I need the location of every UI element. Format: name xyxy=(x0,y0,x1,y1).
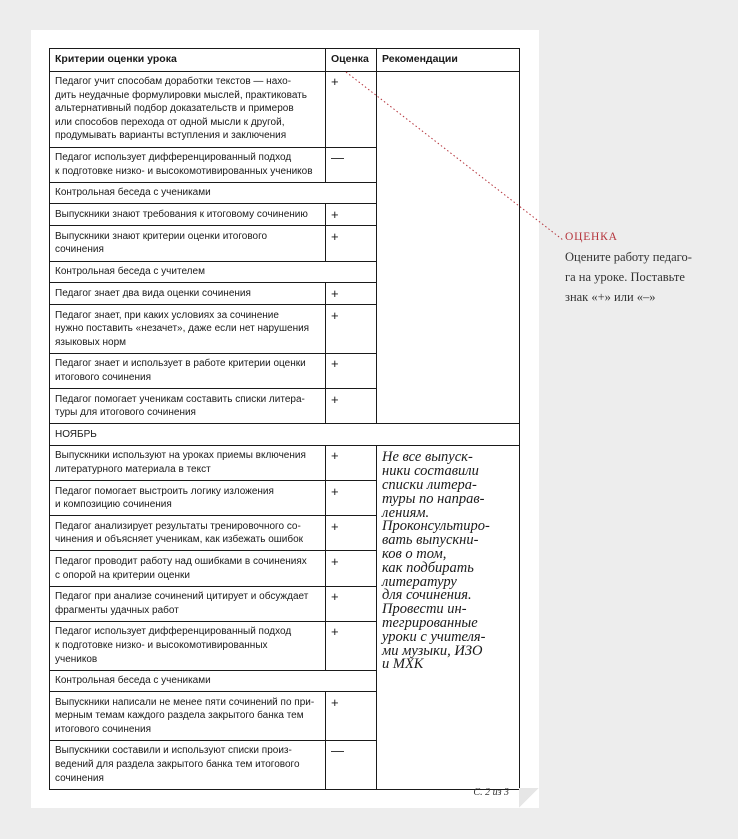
grade-cell: + xyxy=(326,71,377,147)
grade-cell: + xyxy=(326,516,377,551)
grade-cell: + xyxy=(326,226,377,261)
section-label: Контрольная беседа с учениками xyxy=(50,182,377,204)
grade-cell: + xyxy=(326,204,377,226)
criterion-cell: Выпускники составили и используют списки произ- ведений для раздела закрытого банка тем итогового сочинения xyxy=(50,740,326,789)
grade-cell: + xyxy=(326,353,377,388)
page-corner-fold xyxy=(519,788,539,808)
grade-cell: — xyxy=(326,740,377,789)
criterion-cell: Педагог знает, при каких условиях за сочинение нужно поставить «незачет», даже если нет нарушения языковых норм xyxy=(50,305,326,354)
lesson-criteria-table xyxy=(49,48,520,790)
grade-cell: + xyxy=(326,586,377,621)
annotation-title: ОЦЕНКА xyxy=(565,231,618,243)
recommendation-cell xyxy=(377,71,520,424)
criterion-cell: Педагог помогает выстроить логику изложения и композицию сочинения xyxy=(50,481,326,516)
recommendations-column-header: Рекомендации xyxy=(377,49,520,72)
criterion-cell: Педагог знает и использует в работе критерии оценки итогового сочинения xyxy=(50,353,326,388)
criterion-cell: Педагог знает два вида оценки сочинения xyxy=(50,283,326,305)
grade-cell: + xyxy=(326,283,377,305)
grade-cell: + xyxy=(326,621,377,670)
grade-column-header: Оценка xyxy=(326,49,377,72)
criterion-cell: Педагог учит способам доработки текстов — нахо- дить неудачные формулировки мыслей, практиковать альтернативный подбор доказательств и примеров или способов перехода от одной мысли к другой, продумывать варианты вступления и заключения xyxy=(50,71,326,147)
grade-cell: + xyxy=(326,551,377,586)
grade-cell: + xyxy=(326,481,377,516)
recommendation-cell xyxy=(377,445,520,789)
grade-cell: + xyxy=(326,305,377,354)
section-label: Контрольная беседа с учениками xyxy=(50,670,377,692)
grade-cell: + xyxy=(326,389,377,424)
criterion-cell: Выпускники написали не менее пяти сочинений по при- мерным темам каждого раздела закрытого банка тем итогового сочинения xyxy=(50,692,326,741)
criterion-cell: Педагог анализирует результаты тренировочного со- чинения и объясняет ученикам, как избежать ошибок xyxy=(50,516,326,551)
grade-cell: + xyxy=(326,445,377,480)
month-label: НОЯБРЬ xyxy=(50,424,520,446)
document-page xyxy=(31,30,539,808)
table-row xyxy=(50,71,520,147)
recommendation-text: Не все выпуск- ники составили списки литера- туры по направ- лениям. Проконсультиро- вать выпускни- ков о том, как подбирать литературу для сочинения. Провести ин- тегрированные уроки с учителя- ми музыки, ИЗО и МХК xyxy=(382,449,490,673)
criterion-cell: Педагог использует дифференцированный подход к подготовке низко- и высокомотивированных учеников xyxy=(50,621,326,670)
criterion-cell: Выпускники знают критерии оценки итогового сочинения xyxy=(50,226,326,261)
criterion-cell: Выпускники используют на уроках приемы включения литературного материала в текст xyxy=(50,445,326,480)
criterion-cell: Выпускники знают требования к итоговому сочинению xyxy=(50,204,326,226)
month-row xyxy=(50,424,520,446)
annotation-body: Оцените работу педаго- га на уроке. Поставьте знак «+» или «–» xyxy=(565,250,692,304)
section-label: Контрольная беседа с учителем xyxy=(50,261,377,283)
criterion-cell: Педагог помогает ученикам составить списки литера- туры для итогового сочинения xyxy=(50,389,326,424)
margin-annotation xyxy=(565,231,725,307)
page-number: С. 2 из 3 xyxy=(473,787,509,798)
table-header-row xyxy=(50,49,520,72)
table-row xyxy=(50,445,520,480)
criterion-cell: Педагог проводит работу над ошибками в сочинениях с опорой на критерии оценки xyxy=(50,551,326,586)
grade-cell: — xyxy=(326,147,377,182)
criterion-cell: Педагог при анализе сочинений цитирует и обсуждает фрагменты удачных работ xyxy=(50,586,326,621)
criterion-cell: Педагог использует дифференцированный подход к подготовке низко- и высокомотивированных учеников xyxy=(50,147,326,182)
grade-cell: + xyxy=(326,692,377,741)
criteria-column-header: Критерии оценки урока xyxy=(50,49,326,72)
